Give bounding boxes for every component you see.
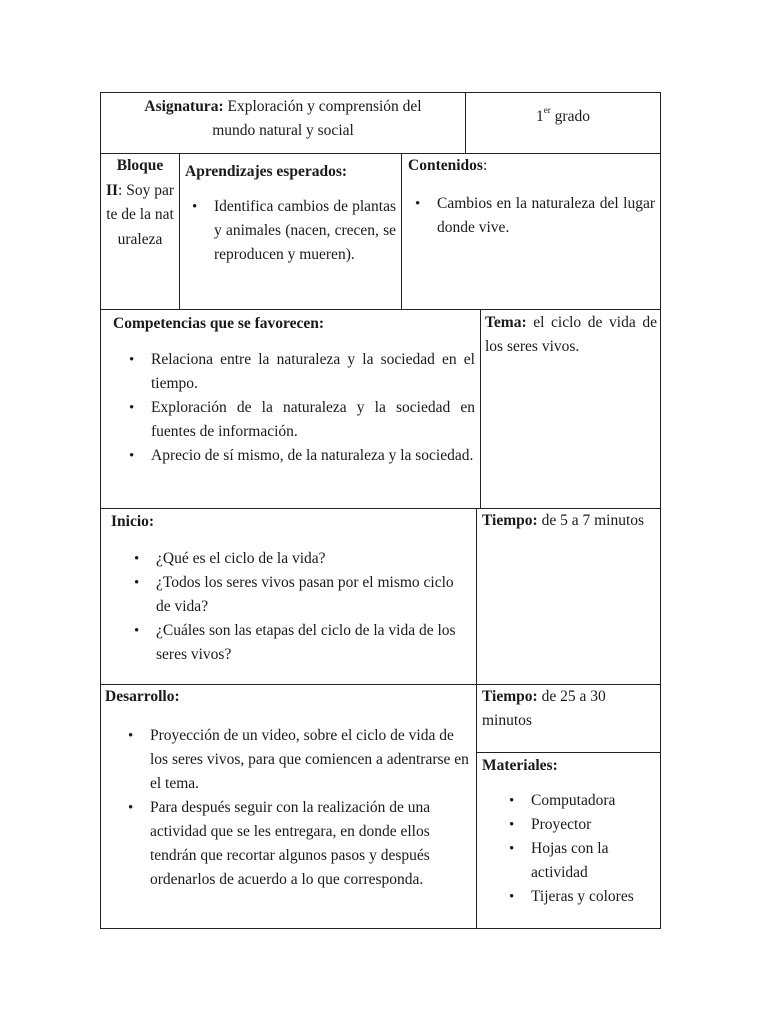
bloque-text: : Soy parte de la naturaleza — [106, 181, 175, 248]
tiempo-inicio-cell — [476, 508, 661, 685]
competencias-cell — [100, 309, 481, 509]
list-item: • Para después seguir con la realización de una actividad que se les entregara, en donde ellos tendrán que recortar algunos pasos y después ordenarlos de acuerdo a lo que corresponda. — [150, 796, 471, 892]
list-item: • Exploración de la naturaleza y la sociedad en fuentes de información. — [151, 396, 475, 444]
asignatura-label: Asignatura: — [144, 98, 224, 115]
list-item: • ¿Todos los seres vivos pasan por el mismo ciclo de vida? — [156, 571, 471, 619]
materiales-list — [482, 789, 655, 909]
bloque-roman: II — [105, 181, 119, 199]
list-item: • Tijeras y colores — [531, 885, 655, 909]
asignatura-value-line1: Exploración y comprensión del — [227, 98, 422, 115]
list-item: • Cambios en la naturaleza del lugar donde vive. — [437, 192, 655, 240]
asignatura-cell — [100, 92, 466, 154]
contenidos-cell — [401, 153, 661, 310]
contenidos-title: Contenidos: — [408, 157, 488, 174]
desarrollo-title: Desarrollo: — [105, 688, 180, 705]
contenidos-list — [408, 192, 655, 240]
tiempo-desarrollo-cell — [476, 684, 661, 753]
tiempo-desarrollo-text: Tiempo: de 25 a 30 minutos — [482, 688, 606, 729]
competencias-list — [113, 348, 475, 468]
inicio-list — [111, 547, 471, 667]
bloque-label: Bloque — [116, 157, 164, 174]
list-item: • Identifica cambios de plantas y animales (nacen, crecen, se reproducen y mueren). — [214, 195, 396, 267]
list-item: • Aprecio de sí mismo, de la naturaleza y la sociedad. — [151, 444, 475, 468]
tema-cell — [480, 309, 661, 509]
desarrollo-cell — [100, 684, 477, 929]
list-item: • ¿Qué es el ciclo de la vida? — [156, 547, 471, 571]
competencias-title: Competencias que se favorecen: — [113, 315, 325, 332]
aprendizajes-cell — [179, 153, 402, 310]
inicio-cell — [100, 508, 477, 685]
grado-cell — [465, 92, 661, 154]
inicio-title: Inicio: — [111, 513, 155, 530]
grado-text: 1er grado — [536, 104, 590, 125]
list-item: • ¿Cuáles son las etapas del ciclo de la vida de los seres vivos? — [156, 619, 471, 667]
materiales-cell — [476, 752, 661, 929]
asignatura-value-line2: mundo natural y social — [212, 122, 354, 139]
aprendizajes-title: Aprendizajes esperados: — [185, 163, 348, 180]
list-item: • Hojas con la actividad — [531, 837, 655, 885]
materiales-title: Materiales: — [482, 757, 558, 774]
tema-text: Tema: el ciclo de vida de los seres vivos. — [485, 314, 657, 355]
list-item: • Proyección de un video, sobre el ciclo de vida de los seres vivos, para que comiencen a adentrarse en el tema. — [150, 724, 471, 796]
desarrollo-list — [105, 724, 471, 892]
tiempo-inicio-text: Tiempo: de 5 a 7 minutos — [482, 512, 645, 529]
list-item: • Proyector — [531, 813, 655, 837]
list-item: • Relaciona entre la naturaleza y la sociedad en el tiempo. — [151, 348, 475, 396]
list-item: • Computadora — [531, 789, 655, 813]
bloque-cell — [100, 153, 180, 310]
aprendizajes-list — [185, 195, 396, 267]
